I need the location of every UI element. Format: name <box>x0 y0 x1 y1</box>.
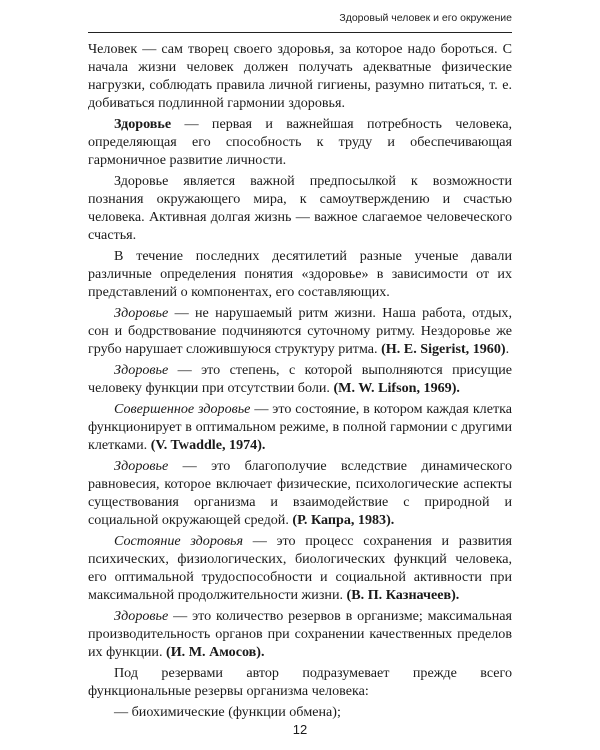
paragraph-text: Человек — сам творец своего здоровья, за которое надо бороться. С начала жизни человек должен получать адекватные физические нагрузки, соблюдать правила личной гигиены, разумно питаться, т. е. добиваться подлинной гармонии здоровья. <box>88 41 512 111</box>
paragraph-text: Здоровье является важной предпосылкой к возможности познания окружающего мира, к самоутверждению и счастью человека. Активная долгая жизнь — важное слагаемое человеческого счастья. <box>88 173 512 243</box>
paragraph-text: — это процесс сохранения и развития психических, физиологических, биологических функций человека, его оптимальной трудоспособности и социальной активности при максимальной продолжительности жизни. <box>88 533 513 603</box>
paragraph-text: — биохимические (функции обмена); <box>114 704 341 720</box>
paragraph-text: — это благополучие вследствие динамического равновесия, которое включает физические, психологические аспекты существования организма и взаимодействие с природной и социальной окружающей средой. <box>88 458 512 528</box>
paragraph-text: — это степень, с которой выполняются присущие человеку функции при отсутствии боли. <box>88 362 512 396</box>
definition-term: Здоровье <box>114 608 169 624</box>
paragraph <box>88 115 512 169</box>
paragraph-text: — первая и важнейшая потребность человека, определяющая его способность к труду и обеспечивающая гармоничное развитие личности. <box>88 116 512 168</box>
list-item <box>88 703 512 721</box>
paragraph <box>88 457 512 529</box>
citation: (Р. Капра, 1983). <box>292 512 395 528</box>
citation: (И. М. Амосов). <box>166 644 265 660</box>
paragraph-text: — не нарушаемый ритм жизни. Наша работа, отдых, сон и бодрствование подчиняются суточному ритму. Нездоровье же грубо нарушает сложившуюся структуру ритма. <box>88 305 512 357</box>
definition-term: Здоровье <box>114 362 169 378</box>
paragraph-text: — это состояние, в котором каждая клетка функционирует в оптимальном режиме, в полной гармонии с другими клетками. <box>88 401 512 453</box>
paragraph <box>88 532 512 604</box>
paragraph-text: Под резервами автор подразумевает прежде всего функциональные резервы организма человека: <box>88 665 512 699</box>
running-header-title: Здоровый человек и его окружение <box>339 12 512 24</box>
definition-term: Состояние здоровья <box>114 533 244 549</box>
paragraph-text: . <box>505 341 510 357</box>
running-header <box>88 10 512 33</box>
citation: (M. W. Lifson, 1969). <box>333 380 460 396</box>
paragraph-text: В течение последних десятилетий разные ученые давали различные определения понятия «здоровье» в зависимости от их представлений о компонентах, его составляющих. <box>88 248 512 300</box>
paragraph <box>88 247 512 301</box>
paragraph <box>88 361 512 397</box>
page-body <box>88 40 512 724</box>
definition-term: Здоровье <box>114 116 172 132</box>
paragraph <box>88 607 512 661</box>
citation: (H. E. Sigerist, 1960) <box>381 341 506 357</box>
definition-term: Здоровье <box>114 458 169 474</box>
paragraph <box>88 172 512 244</box>
paragraph <box>88 304 512 358</box>
paragraph <box>88 400 512 454</box>
paragraph <box>88 40 512 112</box>
definition-term: Совершенное здоровье <box>114 401 251 417</box>
citation: (V. Twaddle, 1974). <box>150 437 266 453</box>
definition-term: Здоровье <box>114 305 169 321</box>
paragraph-text: — это количество резервов в организме; максимальная производительность органов при сохранении качественных пределов их функции. <box>88 608 512 660</box>
paragraph <box>88 664 512 700</box>
page-number: 12 <box>292 722 308 737</box>
citation: (В. П. Казначеев). <box>346 587 460 603</box>
